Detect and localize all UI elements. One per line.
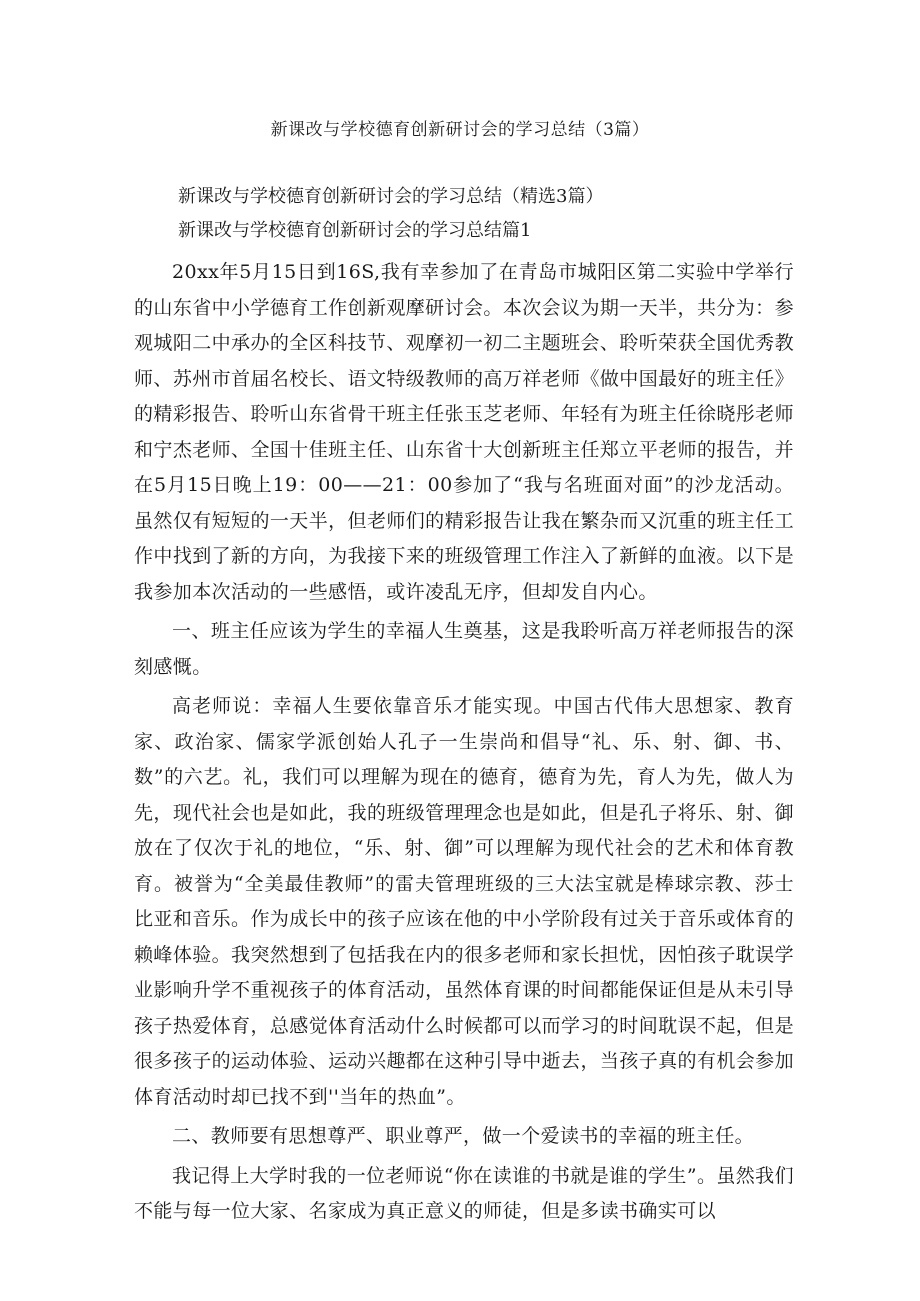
section-heading-part-1: 新课改与学校德育创新研讨会的学习总结篇1 [178,220,532,241]
paragraph-point-2-body: 我记得上大学时我的一位老师说“你在读谁的书就是谁的学生”。虽然我们不能与每一位大家、名家成为真正意义的师徒，但是多读书确实可以 [134,1164,794,1222]
paragraph-intro: 20xx年5月15日到16S,我有幸参加了在青岛市城阳区第二实验中学举行的山东省中小学德育工作创新观摩研讨会。本次会议为期一天半，共分为：参观城阳二中承办的全区科技节、观摩初一初二主题班会、聆听荣获全国优秀教师、苏州市首届名校长、语文特级教师的高万祥老师《做中国最好的班主任》的精彩报告、聆听山东省骨干班主任张玉芝老师、年轻有为班主任徐晓彤老师和宁杰老师、全国十佳班主任、山东省十大创新班主任郑立平老师的报告，并在5月15日晚上19：00——21：00参加了“我与名班面对面”的沙龙活动。虽然仅有短短的一天半，但老师们的精彩报告让我在繁杂而又沉重的班主任工作中找到了新的方向，为我接下来的班级管理工作注入了新鲜的血液。以下是我参加本次活动的一些感悟，或许凌乱无序，但却发自内心。 [134,261,794,603]
document-subtitle-selected: 新课改与学校德育创新研讨会的学习总结（精选3篇） [178,186,604,207]
document-body [134,255,794,1230]
paragraph-point-2-heading: 二、教师要有思想尊严、职业尊严，做一个爱读书的幸福的班主任。 [172,1125,755,1147]
paragraph-point-1-body: 高老师说：幸福人生要依靠音乐才能实现。中国古代伟大思想家、教育家、政治家、儒家学派创始人孔子一生崇尚和倡导“礼、乐、射、御、书、数”的六艺。礼，我们可以理解为现在的德育，德育为先，育人为先，做人为先，现代社会也是如此，我的班级管理理念也是如此，但是孔子将乐、射、御放在了仅次于礼的地位，“乐、射、御”可以理解为现代社会的艺术和体育教育。被誉为“全美最佳教师”的雷夫管理班级的三大法宝就是棒球宗教、莎士比亚和音乐。作为成长中的孩子应该在他的中小学阶段有过关于音乐或体育的赖峰体验。我突然想到了包括我在内的很多老师和家长担忧，因怕孩子耽误学业影响升学不重视孩子的体育活动，虽然体育课的时间都能保证但是从未引导孩子热爱体育，总感觉体育活动什么时候都可以而学习的时间耽误不起，但是很多孩子的运动体验、运动兴趣都在这种引导中逝去，当孩子真的有机会参加体育活动时却已找不到''当年的热血”。 [134,695,794,1108]
paragraph-point-1-heading: 一、班主任应该为学生的幸福人生奠基，这是我聆听高万祥老师报告的深刻感慨。 [134,620,794,678]
document-title: 新课改与学校德育创新研讨会的学习总结（3篇） [270,120,650,140]
